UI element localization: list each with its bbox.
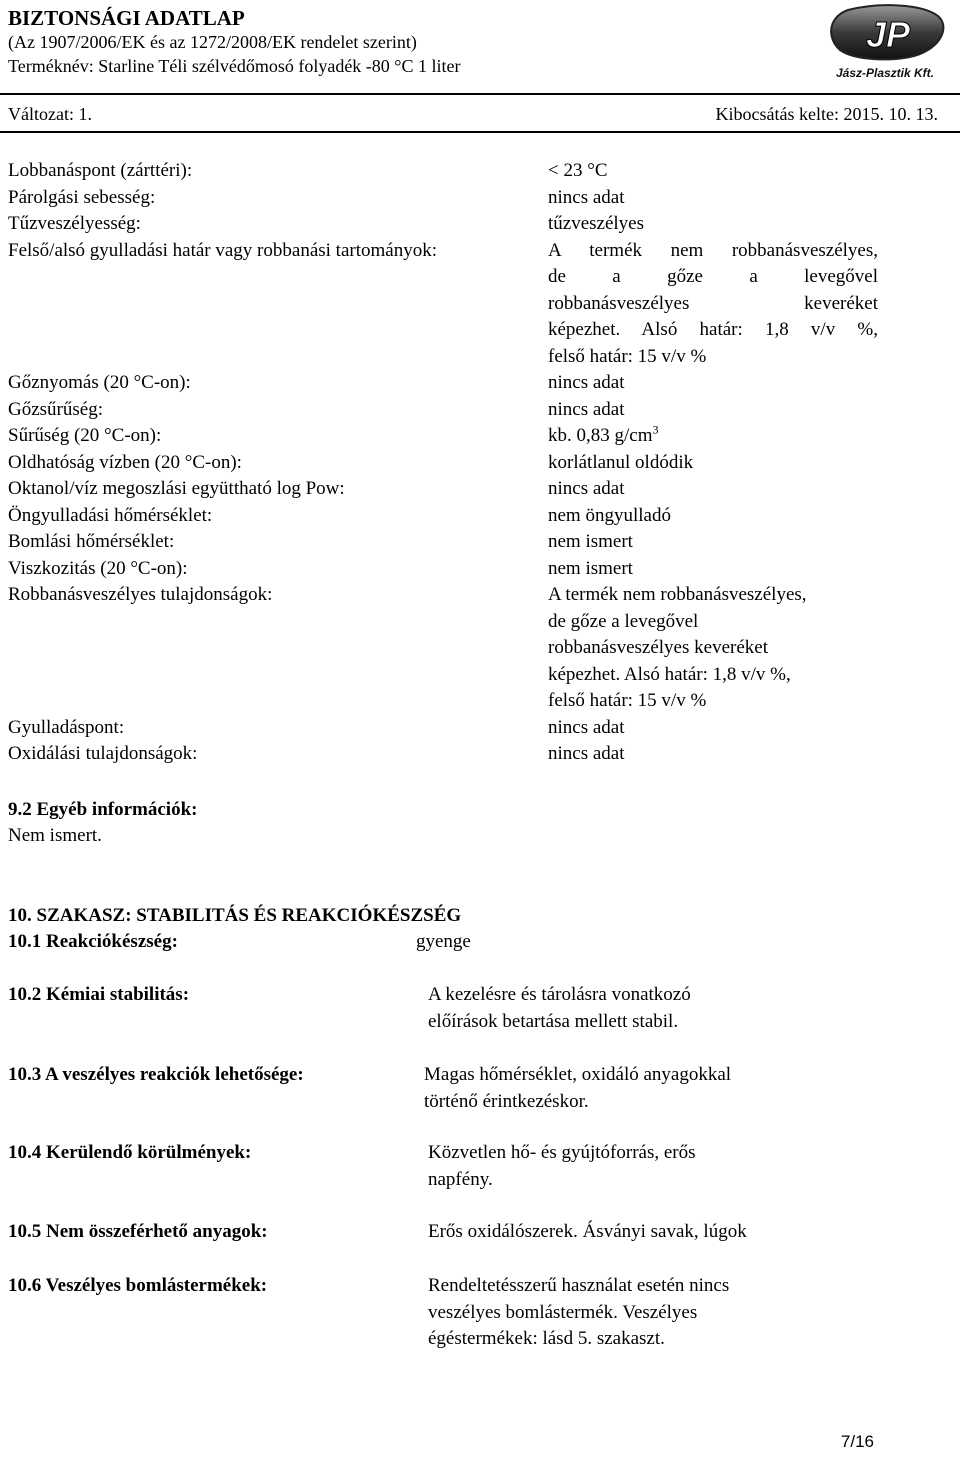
property-value-line: de gőze a levegővel <box>548 610 699 632</box>
property-value-line: kb. 0,83 $g/cm^3$ <box>548 422 659 446</box>
section-10-item-value: A kezelésre és tárolásra vonatkozó <box>428 984 691 1005</box>
property-label: Sűrűség (20 °C-on): <box>8 425 162 446</box>
property-value <box>548 211 878 238</box>
section-10-item-value: égéstermékek: lásd 5. szakaszt. <box>428 1328 665 1349</box>
property-value-line: képezhet. Alsó határ: 1,8 v/v %, <box>548 663 791 685</box>
svg-text:JP: JP <box>865 14 911 55</box>
property-value <box>548 158 878 185</box>
property-row <box>8 450 878 477</box>
section-10-item-value: előírások betartása mellett stabil. <box>428 1010 679 1032</box>
property-row <box>8 529 878 556</box>
property-value-line: képezhet. Alsó határ: 1,8 v/v %, <box>548 319 878 340</box>
property-value-line: nincs adat <box>548 478 625 499</box>
property-row <box>8 503 878 530</box>
property-value-line: nem ismert <box>548 531 633 552</box>
property-row <box>8 556 878 583</box>
property-row <box>8 476 878 503</box>
property-value-line: nincs adat <box>548 398 625 420</box>
property-row <box>8 397 878 424</box>
jp-logo-icon <box>810 2 956 84</box>
section-10-item-label: 10.5 Nem összeférhető anyagok: <box>8 1221 268 1242</box>
property-value <box>548 741 878 768</box>
property-value-line: korlátlanul oldódik <box>548 451 694 473</box>
property-label: Oxidálási tulajdonságok: <box>8 743 198 764</box>
property-value <box>548 423 878 450</box>
property-value-line: felső határ: 15 v/v % <box>548 690 707 711</box>
property-value <box>548 556 878 583</box>
section-10-item-value: Erős oxidálószerek. Ásványi savak, lúgok <box>428 1221 747 1242</box>
property-row <box>8 423 878 450</box>
property-label: Gyulladáspont: <box>8 716 125 738</box>
regulation-reference: (Az 1907/2006/EK és az 1272/2008/EK rendelet szerint) <box>8 32 417 52</box>
section-10-item-label: 10.2 Kémiai stabilitás: <box>8 984 190 1005</box>
property-value-line: nincs adat <box>548 372 625 393</box>
property-value <box>548 582 878 715</box>
property-label: Oldhatóság vízben (20 °C-on): <box>8 451 242 473</box>
property-row <box>8 715 878 742</box>
property-value-line: de a gőze a levegővel <box>548 266 878 287</box>
property-value <box>548 370 878 397</box>
section-10-item-value: gyenge <box>416 931 471 952</box>
property-value-line: nem ismert <box>548 557 633 579</box>
property-value-line: nincs adat <box>548 743 625 764</box>
section-10-item-label: 10.3 A veszélyes reakciók lehetősége: <box>8 1064 304 1085</box>
property-label: Lobbanáspont (zárttéri): <box>8 160 193 181</box>
property-value <box>548 185 878 212</box>
property-value-line: robbanásveszélyes keveréket <box>548 637 768 658</box>
section-10-item-value: Rendeltetésszerű használat esetén nincs <box>428 1275 730 1296</box>
subsection-9-2-text: Nem ismert. <box>8 825 102 846</box>
property-row <box>8 185 878 212</box>
property-row <box>8 238 878 371</box>
section-10-item-label: 10.1 Reakciókészség: <box>8 931 178 952</box>
section-10-item-value: veszélyes bomlástermék. Veszélyes <box>428 1301 698 1323</box>
header-divider-bottom <box>0 131 960 133</box>
page-number: 7/16 <box>840 1432 874 1451</box>
subsection-9-2-title: 9.2 Egyéb információk: <box>8 799 198 820</box>
property-label: Gőzsűrűség: <box>8 398 103 420</box>
property-value-line: nincs adat <box>548 186 625 208</box>
property-row <box>8 582 878 715</box>
section-10-item-value: napfény. <box>428 1168 493 1190</box>
property-label: Robbanásveszélyes tulajdonságok: <box>8 584 273 605</box>
physical-chemical-properties <box>8 158 878 768</box>
property-label: Viszkozitás (20 °C-on): <box>8 557 188 579</box>
property-value <box>548 238 878 371</box>
property-value-line: nincs adat <box>548 716 625 738</box>
issue-date: Kibocsátás kelte: 2015. 10. 13. <box>715 104 938 124</box>
section-10-item-label: 10.4 Kerülendő körülmények: <box>8 1142 252 1163</box>
property-value-line: nem öngyulladó <box>548 504 671 526</box>
property-value-line: robbanásveszélyes keveréket <box>548 292 878 314</box>
header-divider-top <box>0 93 960 95</box>
property-label: Gőznyomás (20 °C-on): <box>8 372 191 393</box>
property-value-line: tűzveszélyes <box>548 213 645 234</box>
property-row <box>8 370 878 397</box>
section-10-title: 10. SZAKASZ: STABILITÁS ÉS REAKCIÓKÉSZSÉG <box>8 905 462 926</box>
property-label: Öngyulladási hőmérséklet: <box>8 504 213 526</box>
property-value-line: felső határ: 15 v/v % <box>548 345 707 367</box>
property-label: Bomlási hőmérséklet: <box>8 531 175 552</box>
property-row <box>8 741 878 768</box>
company-logo <box>810 2 956 84</box>
property-value <box>548 715 878 742</box>
property-row <box>8 158 878 185</box>
section-10-item-label: 10.6 Veszélyes bomlástermékek: <box>8 1275 268 1296</box>
property-row <box>8 211 878 238</box>
property-value <box>548 450 878 477</box>
property-label: Oktanol/víz megoszlási együttható log Pow: <box>8 478 345 499</box>
version-label: Változat: 1. <box>8 104 92 124</box>
property-label: Párolgási sebesség: <box>8 186 156 208</box>
property-value-line: A termék nem robbanásveszélyes, <box>548 239 878 261</box>
svg-text:Jász-Plasztik Kft.: Jász-Plasztik Kft. <box>835 66 935 80</box>
property-value <box>548 503 878 530</box>
property-value <box>548 397 878 424</box>
property-label: Tűzveszélyesség: <box>8 213 141 234</box>
document-title: BIZTONSÁGI ADATLAP <box>8 6 245 30</box>
property-value <box>548 529 878 556</box>
section-10-item-value: Magas hőmérséklet, oxidáló anyagokkal <box>424 1064 732 1085</box>
property-value <box>548 476 878 503</box>
section-10-item-value: történő érintkezéskor. <box>424 1090 589 1112</box>
property-value-line: A termék nem robbanásveszélyes, <box>548 584 807 605</box>
property-label: Felső/alsó gyulladási határ vagy robbanási tartományok: <box>8 239 437 261</box>
property-value-line: < 23 °C <box>548 160 608 181</box>
unit-superscript: 3 <box>652 422 659 437</box>
section-10-item-value: Közvetlen hő- és gyújtóforrás, erős <box>428 1142 696 1163</box>
product-name: Terméknév: Starline Téli szélvédőmosó folyadék -80 °C 1 liter <box>8 56 461 76</box>
